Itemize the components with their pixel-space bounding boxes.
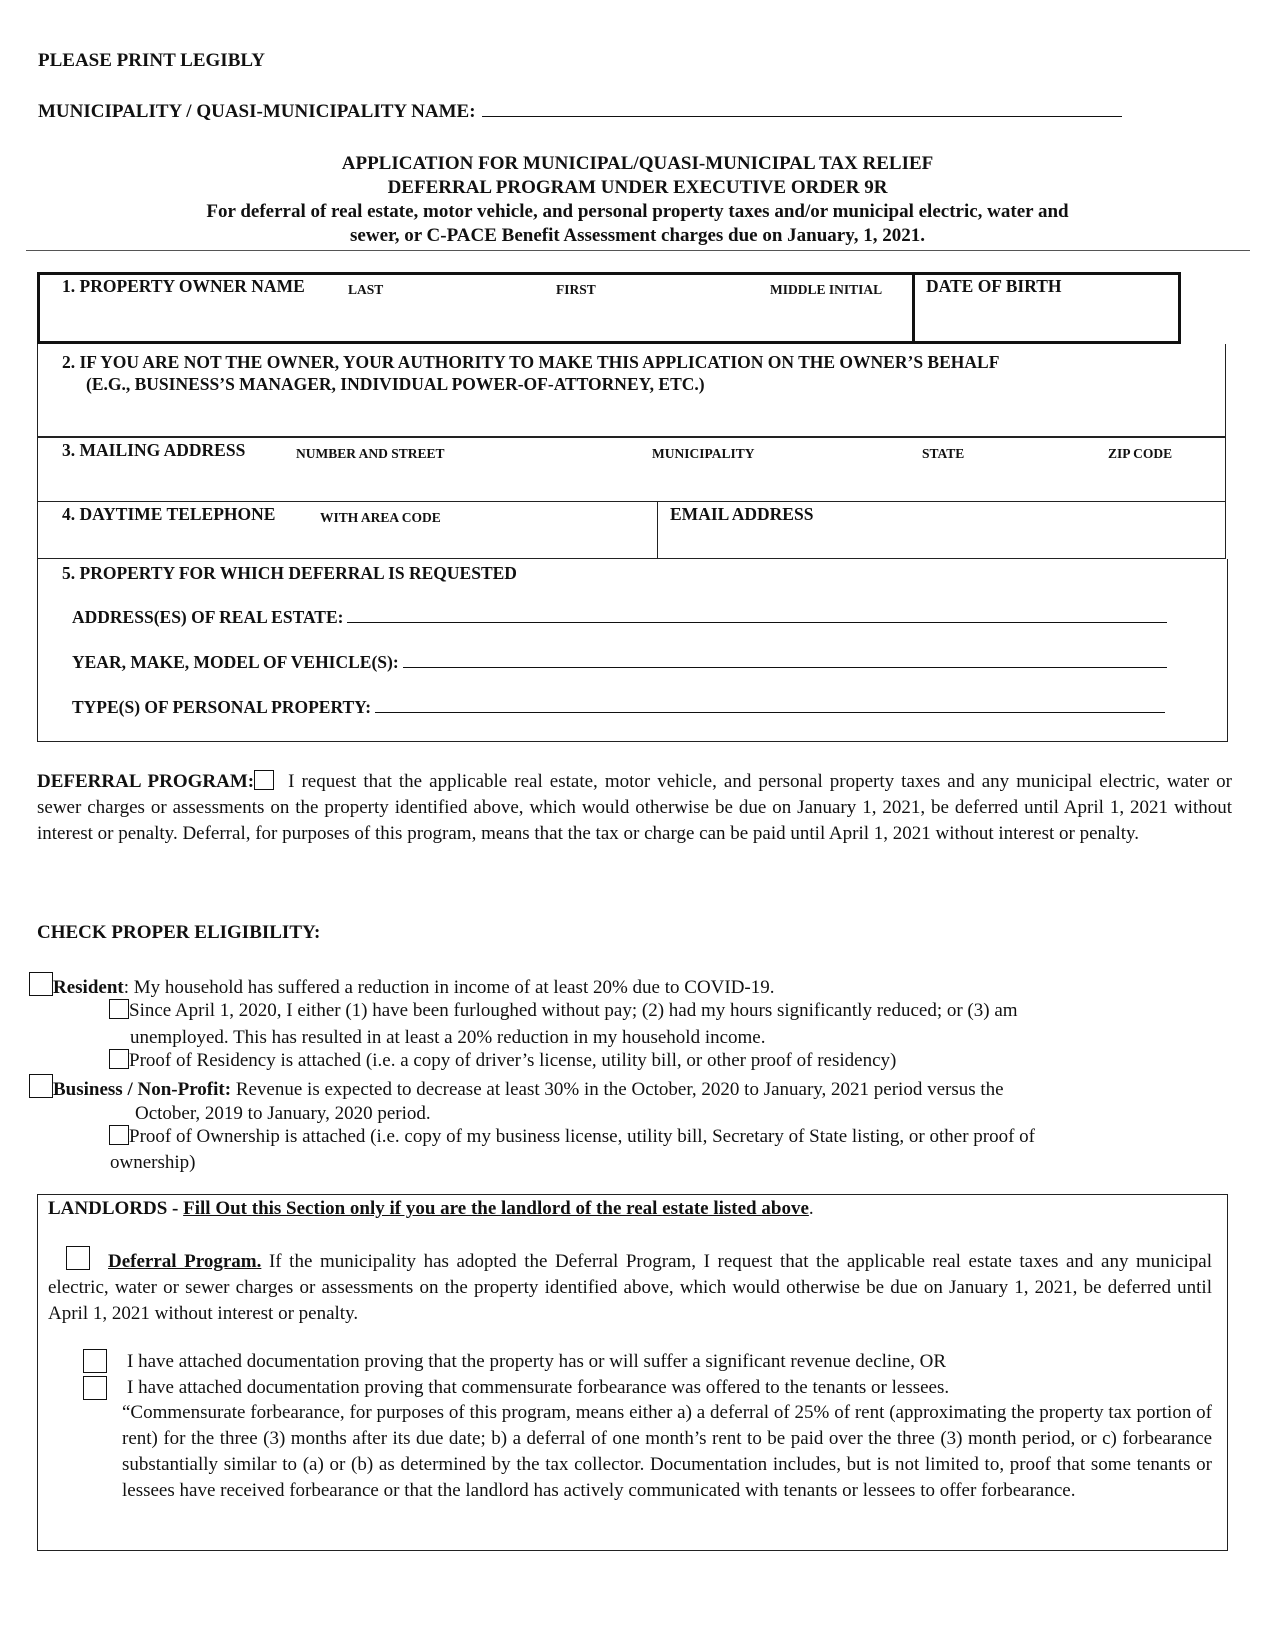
business-text-line2: October, 2019 to January, 2020 period. xyxy=(135,1103,431,1124)
dob-divider xyxy=(912,272,915,344)
ownership-proof-row xyxy=(109,1124,1035,1149)
number-street-label: NUMBER AND STREET xyxy=(296,446,445,461)
form-subtitle: DEFERRAL PROGRAM UNDER EXECUTIVE ORDER 9R xyxy=(387,177,888,198)
header-divider xyxy=(26,250,1250,251)
vehicle-label: YEAR, MAKE, MODEL OF VEHICLE(S): xyxy=(72,652,399,672)
property-label: 5. PROPERTY FOR WHICH DEFERRAL IS REQUESTED xyxy=(62,563,517,583)
ownership-proof-text: Proof of Ownership is attached (i.e. copy of my business license, utility bill, Secretary of State listing, or other proof of xyxy=(129,1126,1035,1147)
form-description-line2: sewer, or C-PACE Benefit Assessment charges due on January, 1, 2021. xyxy=(350,225,925,246)
deferral-program-label: DEFERRAL PROGRAM: xyxy=(37,771,255,792)
business-text: Revenue is expected to decrease at least 30% in the October, 2020 to January, 2021 period versus the xyxy=(231,1079,1004,1100)
first-name-label: FIRST xyxy=(556,282,596,297)
landlord-deferral-checkbox[interactable] xyxy=(66,1246,90,1270)
dob-label: DATE OF BIRTH xyxy=(926,276,1062,296)
form-header xyxy=(20,152,1255,248)
forbearance-text: I have attached documentation proving that commensurate forbearance was offered to the tenants or lessees. xyxy=(127,1377,950,1398)
furlough-row xyxy=(109,998,1018,1023)
zip-code-label: ZIP CODE xyxy=(1108,446,1173,461)
vehicle-row xyxy=(72,652,1167,673)
residency-proof-checkbox[interactable] xyxy=(109,1049,129,1069)
revenue-decline-text: I have attached documentation proving that the property has or will suffer a significant revenue decline, OR xyxy=(127,1351,947,1372)
mailing-address-label: 3. MAILING ADDRESS xyxy=(62,440,246,460)
municipality-label: MUNICIPALITY xyxy=(652,446,755,461)
middle-initial-label: MIDDLE INITIAL xyxy=(770,282,883,297)
resident-label: Resident xyxy=(53,977,124,998)
landlords-heading xyxy=(48,1198,814,1220)
business-row xyxy=(29,1074,1004,1102)
email-label: EMAIL ADDRESS xyxy=(670,504,814,524)
real-estate-field[interactable] xyxy=(347,608,1167,623)
resident-text: : My household has suffered a reduction in income of at least 20% due to COVID-19. xyxy=(123,977,775,998)
municipality-name-label: MUNICIPALITY / QUASI-MUNICIPALITY NAME: xyxy=(38,101,476,122)
municipality-name-field[interactable] xyxy=(482,100,1122,117)
municipality-name-row xyxy=(38,100,1122,123)
eligibility-heading: CHECK PROPER ELIGIBILITY: xyxy=(37,922,321,943)
state-label: STATE xyxy=(922,446,965,461)
business-label: Business / Non-Profit: xyxy=(53,1079,232,1100)
personal-property-row xyxy=(72,697,1165,718)
ownership-proof-checkbox[interactable] xyxy=(109,1125,129,1145)
revenue-decline-checkbox[interactable] xyxy=(83,1349,107,1373)
form-description-line1: For deferral of real estate, motor vehicle, and personal property taxes and/or municipal electric, water and xyxy=(206,201,1069,222)
landlord-deferral-label: Deferral Program. xyxy=(108,1251,262,1272)
forbearance-definition: “Commensurate forbearance, for purposes of this program, means either a) a deferral of 25% of rent (approximating the property tax portion of rent) for the three (3) months after its due date; b) a deferral of one month’s rent to be paid over the three (3) month period, or c) forbearance substantially similar to (a) or (b) as determined by the tax collector. Documentation includes, but is not limited to, proof that some tenants or lessees have received forbearance or that the landlord has actively communicated with tenants or lessees to offer forbearance. xyxy=(122,1402,1212,1501)
landlord-deferral-paragraph xyxy=(48,1246,1212,1327)
personal-property-label: TYPE(S) OF PERSONAL PROPERTY: xyxy=(72,697,372,717)
print-legibly-note: PLEASE PRINT LEGIBLY xyxy=(38,50,266,71)
authority-input[interactable] xyxy=(42,398,1222,434)
landlords-period: . xyxy=(808,1198,814,1219)
residency-proof-row xyxy=(109,1048,896,1073)
business-checkbox[interactable] xyxy=(29,1074,53,1098)
mailing-address-input[interactable] xyxy=(42,464,1222,500)
area-code-label: WITH AREA CODE xyxy=(320,510,441,525)
deferral-program-checkbox[interactable] xyxy=(254,770,274,790)
authority-examples: (E.G., BUSINESS’S MANAGER, INDIVIDUAL POWER-OF-ATTORNEY, ETC.) xyxy=(86,374,705,394)
furlough-checkbox[interactable] xyxy=(109,999,129,1019)
last-name-label: LAST xyxy=(348,282,384,297)
email-divider xyxy=(657,501,658,559)
landlords-instruction: Fill Out this Section only if you are the landlord of the real estate listed above xyxy=(183,1198,809,1219)
email-input[interactable] xyxy=(662,526,1222,556)
landlord-deferral-text: If the municipality has adopted the Deferral Program, I request that the applicable real estate taxes and any municipal electric, water or sewer charges or assessments on the property identified above, which would otherwise be due on January 1, 2021, be deferred until April 1, 2021 without interest or penalty. xyxy=(48,1251,1213,1324)
mailing-divider xyxy=(37,437,1226,438)
deferral-program-paragraph xyxy=(37,769,1232,847)
landlords-label: LANDLORDS - xyxy=(48,1198,184,1219)
resident-checkbox[interactable] xyxy=(29,972,53,996)
furlough-text-line2: unemployed. This has resulted in at least a 20% reduction in my household income. xyxy=(130,1027,766,1048)
real-estate-row xyxy=(72,607,1167,628)
resident-row xyxy=(29,972,775,1000)
telephone-input[interactable] xyxy=(42,526,652,556)
residency-proof-text: Proof of Residency is attached (i.e. a copy of driver’s license, utility bill, or other proof of residency) xyxy=(129,1050,897,1071)
ownership-proof-text-line2: ownership) xyxy=(110,1152,196,1173)
owner-name-label: 1. PROPERTY OWNER NAME xyxy=(62,276,305,296)
owner-name-input[interactable] xyxy=(42,298,904,340)
personal-property-field[interactable] xyxy=(375,698,1165,713)
dob-input[interactable] xyxy=(920,298,1176,340)
forbearance-checkbox[interactable] xyxy=(83,1376,107,1400)
real-estate-label: ADDRESS(ES) OF REAL ESTATE: xyxy=(72,607,344,627)
deferral-program-text: I request that the applicable real estate, motor vehicle, and personal property taxes and any municipal electric, water or sewer charges or assessments on the property identified above, which would otherwise be due on January 1, 2021, be deferred until April 1, 2021 without interest or penalty. Deferral, for purposes of this program, means that the tax or charge can be paid until April 1, 2021 without interest or penalty. xyxy=(37,771,1232,844)
vehicle-field[interactable] xyxy=(403,653,1167,668)
furlough-text: Since April 1, 2020, I either (1) have been furloughed without pay; (2) had my hours significantly reduced; or (3) am xyxy=(129,1000,1018,1021)
telephone-label: 4. DAYTIME TELEPHONE xyxy=(62,504,276,524)
form-title: APPLICATION FOR MUNICIPAL/QUASI-MUNICIPAL TAX RELIEF xyxy=(341,153,934,174)
authority-label: 2. IF YOU ARE NOT THE OWNER, YOUR AUTHORITY TO MAKE THIS APPLICATION ON THE OWNER’S BEHALF xyxy=(62,352,1000,372)
